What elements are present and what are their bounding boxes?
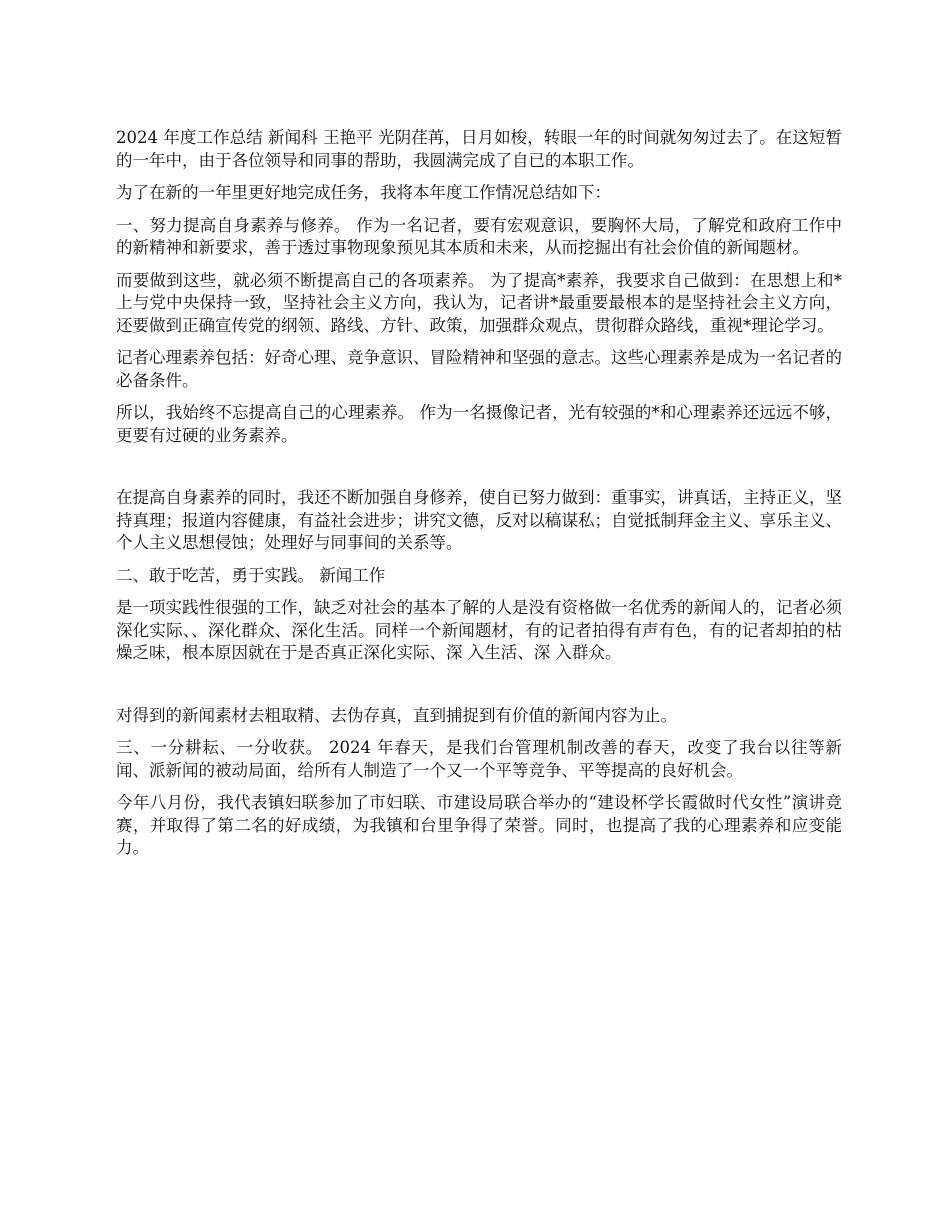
paragraph-section-three: 三、一分耕耘、一分收获。 2024 年春天，是我们台管理机制改善的春天，改变了我台以往等新闻、派新闻的被动局面，给所有人制造了一个又一个平等竞争、平等提高的良好机会。 [116, 738, 842, 780]
document-body [116, 127, 842, 870]
paragraph-psychological-quality: 记者心理素养包括：好奇心理、竞争意识、冒险精神和坚强的意志。这些心理素养是成为一名记者的必备条件。 [116, 348, 842, 390]
paragraph-section-two-heading: 二、敢于吃苦，勇于实践。 新闻工作 [116, 565, 386, 585]
paragraph-political-quality: 而要做到这些，就必须不断提高自己的各项素养。 为了提高*素养，我要求自己做到：在思想上和*上与党中央保持一致，坚持社会主义方向，我认为，记者讲*最重要最根本的是坚持社会主义方向，还要做到正确宣传党的纲领、路线、方针、政策，加强群众观点，贯彻群众路线，重视*理论学习。 [116, 270, 842, 335]
paragraph-intro: 2024 年度工作总结 新闻科 王艳平 光阴荏苒，日月如梭，转眼一年的时间就匆匆过去了。在这短暂的一年中，由于各位领导和同事的帮助，我圆满完成了自已的本职工作。 [116, 128, 842, 170]
paragraph-practice: 是一项实践性很强的工作，缺乏对社会的基本了解的人是没有资格做一名优秀的新闻人的，记者必须深化实际、、深化群众、深化生活。同样一个新闻题材，有的记者拍得有声有色，有的记者却拍的枯燥乏味，根本原因就在于是否真正深化实际、深 入生活、深 入群众。 [116, 598, 842, 662]
paragraph-speech-contest: 今年八月份，我代表镇妇联参加了市妇联、市建设局联合举办的“建设杯学长霞做时代女性”演讲竞赛，并取得了第二名的好成绩，为我镇和台里争得了荣誉。同时，也提高了我的心理素养和应变能力。 [116, 793, 842, 857]
paragraph-section-one: 一、努力提高自身素养与修养。 作为一名记者，要有宏观意识，要胸怀大局，了解党和政府工作中的新精神和新要求，善于透过事物现象预见其本质和未来，从而挖掘出有社会价值的新闻题材。 [116, 215, 842, 257]
paragraph-summary-lead: 为了在新的一年里更好地完成任务，我将本年度工作情况总结如下： [116, 183, 611, 202]
paragraph-professional-quality: 所以，我始终不忘提高自己的心理素养。 作为一名摄像记者，光有较强的*和心理素养还远远不够，更要有过硬的业务素养。 [116, 403, 842, 445]
paragraph-news-material: 对得到的新闻素材去粗取精、去伪存真，直到捕捉到有价值的新闻内容为止。 [116, 705, 677, 725]
paragraph-self-cultivation: 在提高自身素养的同时，我还不断加强自身修养，使自已努力做到：重事实，讲真话，主持正义，坚持真理；报道内容健康，有益社会进步；讲究文德，反对以稿谋私；自觉抵制拜金主义、享乐主义、个人主义思想侵蚀；处理好与同事间的关系等。 [116, 488, 842, 552]
